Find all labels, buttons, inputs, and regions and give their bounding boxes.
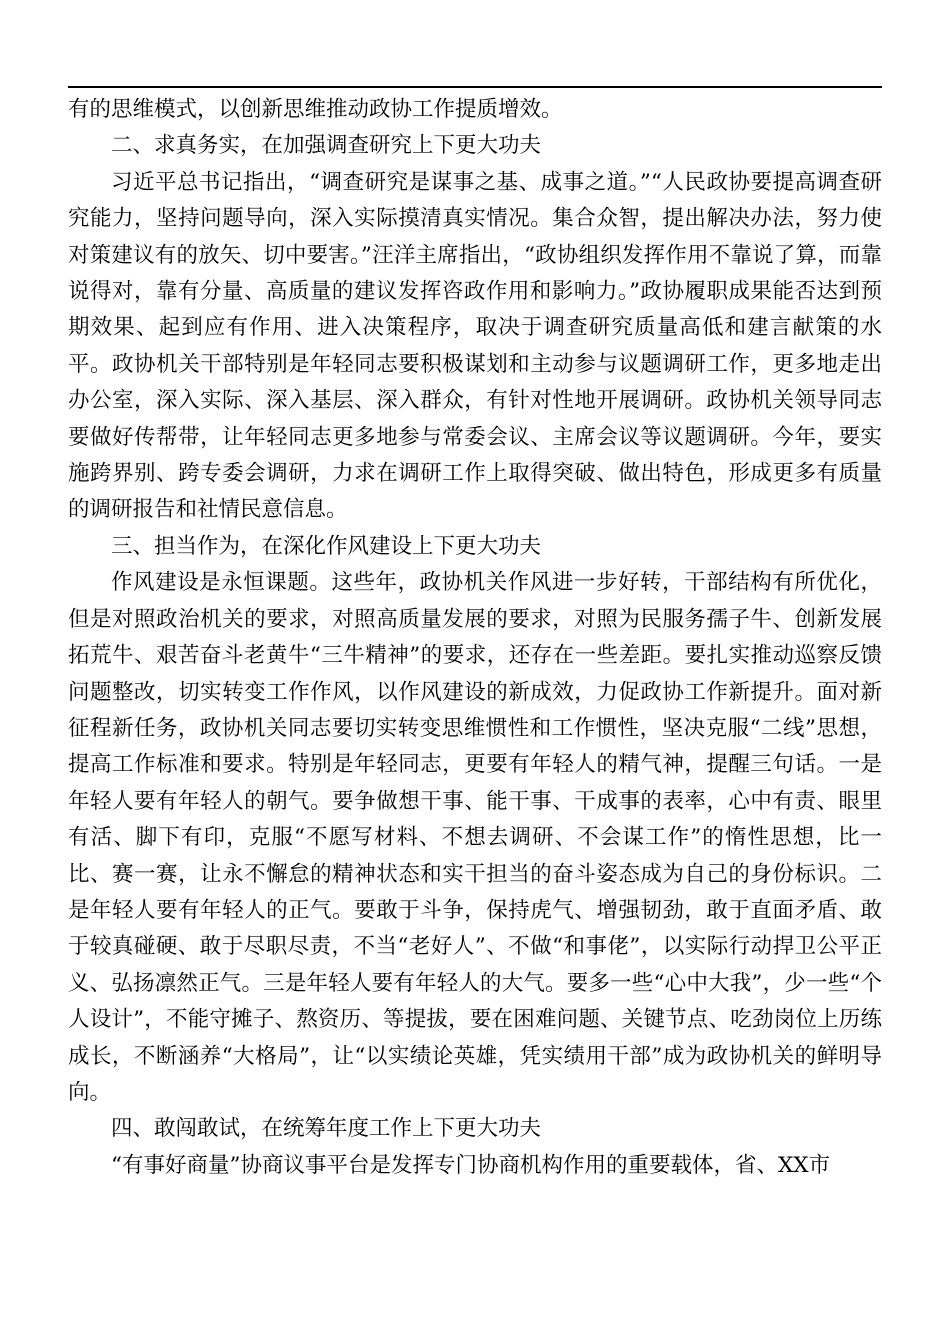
section-heading-4: 四、敢闯敢试，在统筹年度工作上下更大功夫 — [111, 1116, 542, 1142]
section-heading-2: 二、求真务实，在加强调查研究上下更大功夫 — [111, 133, 542, 159]
paragraph-consultation-platform: “有事好商量”协商议事平台是发挥专门协商机构作用的重要载体，省、XX市 — [111, 1152, 831, 1178]
paragraph-work-style: 作风建设是永恒课题。这些年，政协机关作风进一步好转，干部结构有所优化，但是对照政治机关的要求，对照高质量发展的要求，对照为民服务孺子牛、创新发展拓荒牛、艰苦奋斗老黄牛“三牛精神”的要求，还存在一些差距。要扎实推动巡察反馈问题整改，切实转变工作作风，以作风建设的新成效，力促政协工作新提升。面对新征程新任务，政协机关同志要切实转变思维惯性和工作惯性，坚决克服“二线”思想，提高工作标准和要求。特别是年轻同志，更要有年轻人的精气神，提醒三句话。一是年轻人要有年轻人的朝气。要争做想干事、能干事、干成事的表率，心中有责、眼里有活、脚下有印，克服“不愿写材料、不想去调研、不会谋工作”的惰性思想，比一比、赛一赛，让永不懈怠的精神状态和实干担当的奋斗姿态成为自己的身份标识。二是年轻人要有年轻人的正气。要敢于斗争，保持虎气、增强韧劲，敢于直面矛盾、敢于较真碰硬、敢于尽职尽责，不当“老好人”、不做“和事佬”，以实际行动捍卫公平正义、弘扬凛然正气。三是年轻人要有年轻人的大气。要多一些“心中大我”，少一些“个人设计”，不能守摊子、熬资历、等提拔，要在困难问题、关键节点、吃劲岗位上历练成长，不断涵养“大格局”，让“以实绩论英雄，凭实绩用干部”成为政协机关的鲜明导向。 — [68, 570, 882, 1105]
paragraph-continuation: 有的思维模式，以创新思维推动政协工作提质增效。 — [68, 97, 563, 122]
header-rule — [68, 86, 882, 88]
section-heading-3: 三、担当作为，在深化作风建设上下更大功夫 — [111, 533, 542, 559]
document-body — [68, 92, 882, 1184]
paragraph-research: 习近平总书记指出，“调查研究是谋事之基、成事之道。”“人民政协要提高调查研究能力，坚持问题导向，深入实际摸清真实情况。集合众智，提出解决办法，努力使对策建议有的放矢、切中要害。”汪洋主席指出，“政协组织发挥作用不靠说了算，而靠说得对，靠有分量、高质量的建议发挥咨政作用和影响力。”政协履职成果能否达到预期效果、起到应有作用、进入决策程序，取决于调查研究质量高低和建言献策的水平。政协机关干部特别是年轻同志要积极谋划和主动参与议题调研工作，更多地走出办公室，深入实际、深入基层、深入群众，有针对性地开展调研。政协机关领导同志要做好传帮带，让年轻同志更多地参与常委会议、主席会议等议题调研。今年，要实施跨界别、跨专委会调研，力求在调研工作上取得突破、做出特色，形成更多有质量的调研报告和社情民意信息。 — [68, 169, 882, 523]
